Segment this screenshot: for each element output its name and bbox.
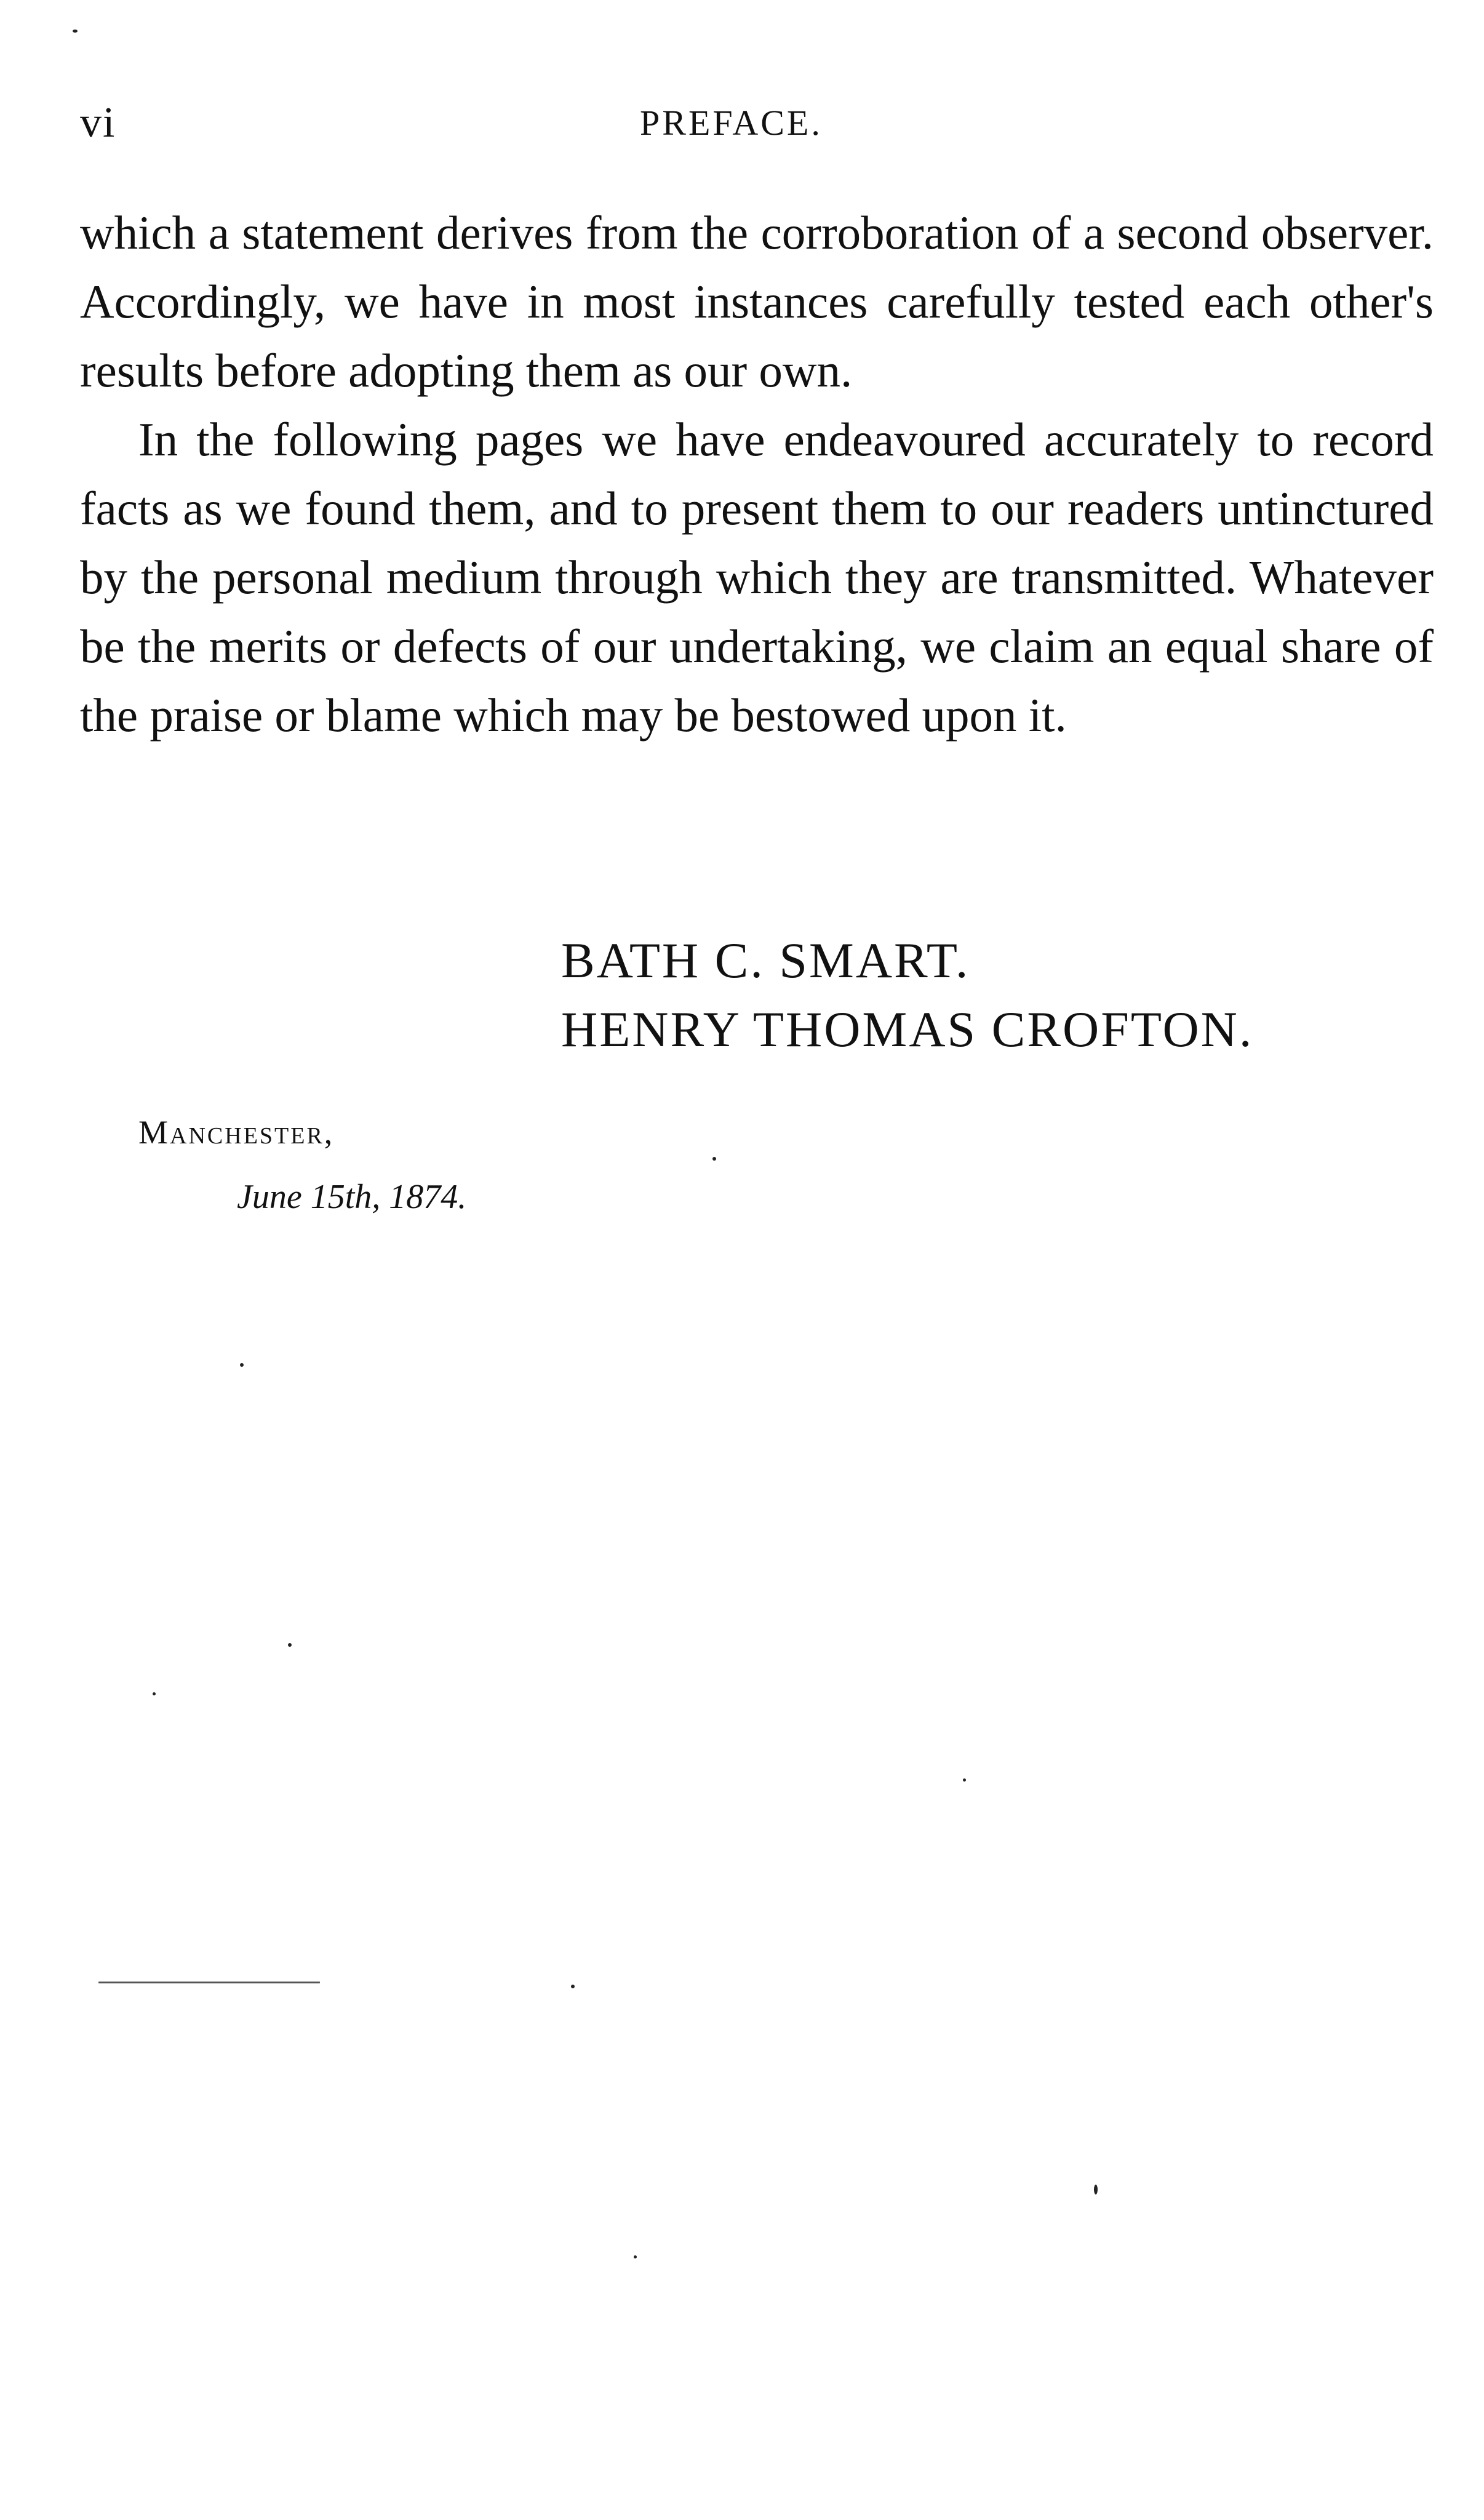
signature-author-1: BATH C. SMART. — [561, 932, 970, 988]
scan-speck — [1094, 2185, 1098, 2194]
signature-author-2: HENRY THOMAS CROFTON. — [561, 1001, 1254, 1057]
place-line: Manchester, — [138, 1114, 335, 1151]
body-text — [80, 198, 1434, 750]
scan-speck — [73, 30, 78, 33]
scan-speck — [240, 1363, 244, 1367]
scan-speck — [963, 1778, 966, 1782]
scan-speck — [571, 1985, 575, 1988]
page-header — [80, 92, 1434, 154]
page-number: vi — [80, 99, 116, 146]
paragraph-following-pages: In the following pages we have endeavoured accurately to record facts as we found them, and to present them to our readers untinctured by the personal medium through which they are transmitted. Whatever be the merits or defects of our undertaking, we claim an equal share of the praise or blame which may be bestowed upon it. — [80, 413, 1434, 742]
date-line: June 15th, 1874. — [237, 1178, 467, 1216]
scan-speck — [153, 1692, 156, 1695]
scan-speck — [712, 1157, 716, 1161]
scan-speck — [634, 2255, 637, 2258]
running-head: PREFACE. — [640, 103, 823, 143]
scan-speck — [288, 1643, 292, 1647]
signature-block — [561, 926, 1435, 1064]
paragraph-continuation: which a statement derives from the corroboration of a second observer. Accordingly, we have in most instances carefully tested each other's results before adopting them as our own. — [80, 206, 1434, 397]
scan-speck — [98, 1982, 320, 1983]
